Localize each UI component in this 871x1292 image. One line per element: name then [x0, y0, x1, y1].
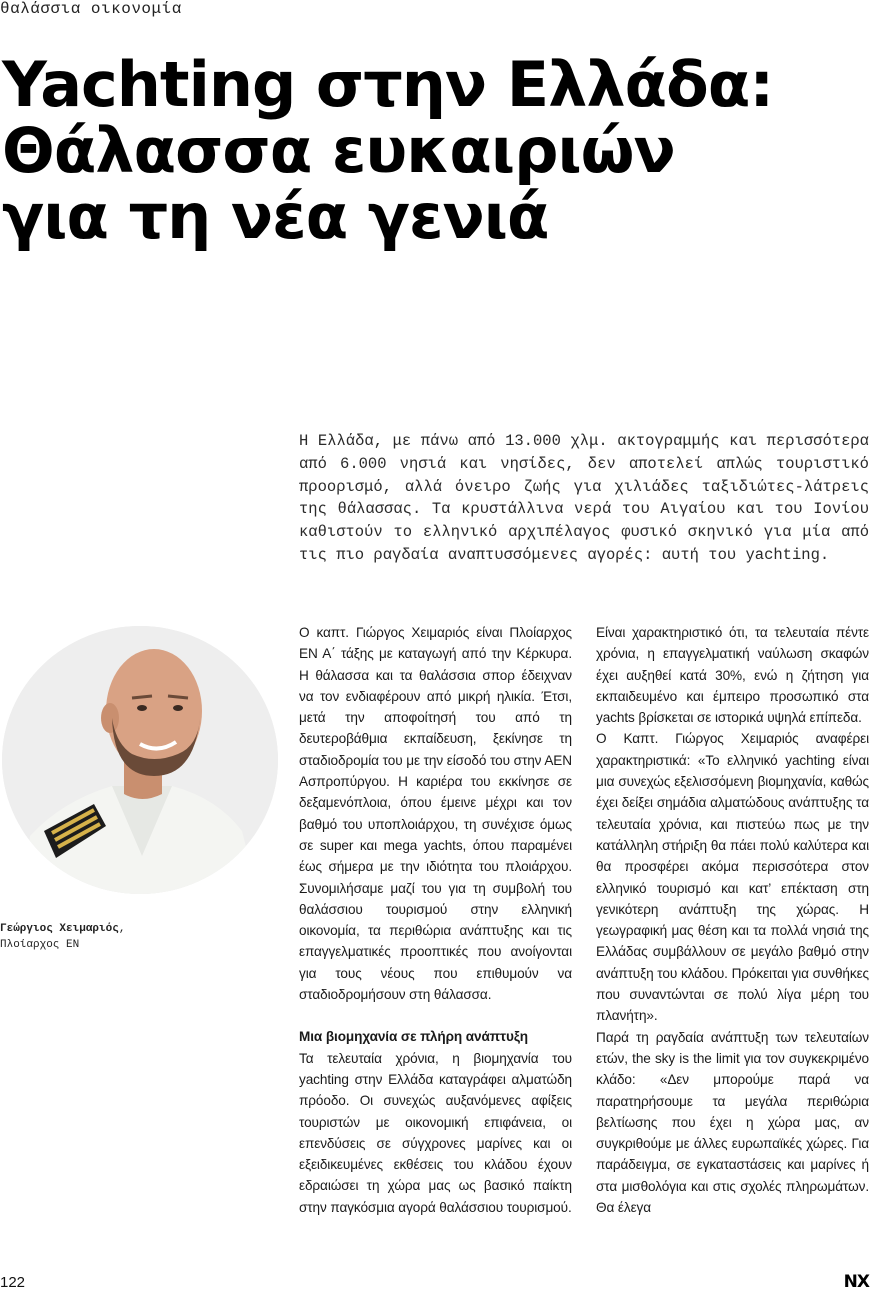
caption-role: Πλοίαρχος ΕΝ: [0, 939, 80, 951]
section-subheading: Μια βιομηχανία σε πλήρη ανάπτυξη: [299, 1029, 528, 1045]
title-line-3: για τη νέα γενιά: [2, 180, 549, 253]
title-line-2: Θάλασσα ευκαιριών: [2, 114, 675, 187]
title-line-1: Yachting στην Ελλάδα:: [2, 48, 774, 121]
body-paragraph: Παρά τη ραγδαία ανάπτυξη των τελευταίων ετών, the sky is the limit για τον συγκεκριμένο κλάδο: «Δεν μπορούμε παρά να παρατηρήσουμε τα μεγάλα περιθώρια βελτίωσης που έχει η χώρα μας, αν συγκριθούμε με άλλες ευρωπαϊκές χώρες. Για παράδειγμα, σε εγκαταστάσεις και μαρίνες ή στα μισθολόγια και στις σχολές πληρωμάτων. Θα έλεγα: [596, 1029, 869, 1216]
article-lede: Η Ελλάδα, με πάνω από 13.000 χλμ. ακτογραμμής και περισσότερα από 6.000 νησιά και νησίδες, δεν αποτελεί απλώς τουριστικό προορισμό, αλλά όνειρο ζωής για χιλιάδες ταξιδιώτες-λάτρεις της θάλασσας. Τα κρυστάλλινα νερά του Αιγαίου και του Ιονίου καθιστούν το ελληνικό αρχιπέλαγος φυσικό σκηνικό για μία από τις πιο ραγδαία αναπτυσσόμενες αγορές: αυτή του yachting.: [299, 432, 869, 564]
portrait-photo: [2, 626, 278, 894]
article-title: [2, 48, 862, 253]
body-paragraph: Ο καπτ. Γιώργος Χειμαριός είναι Πλοίαρχος ΕΝ Α΄ τάξης με καταγωγή από την Κέρκυρα. Η θάλασσα και τα θαλάσσια σπορ έδειχναν να τον ενδιαφέρουν από μικρή ηλικία. Έτσι, μετά την αποφοίτησή του από τη δευτεροβάθμια εκπαίδευση, ξεκίνησε τη σταδιοδρομία του με την είσοδό του στην ΑΕΝ Ασπροπύργου. Η καριέρα του εκκίνησε σε δεξαμενόπλοια, όπου έμεινε μέχρι και τον βαθμό του υποπλοιάρχου, τη συνέχισε όμως σε super και mega yachts, όπου παραμένει έως σήμερα με την ιδιότητα του πλοιάρχου. Συνομιλήσαμε μαζί του για τη συμβολή του θαλάσσιου τουρισμού στην ελληνική οικονομία, τα περιθώρια ανάπτυξης και τις επαγγελματικές προοπτικές που ανοίγονται για τους νέους που επιθυμούν να σταδιοδρομήσουν στη θάλασσα.: [299, 625, 572, 1003]
body-paragraph: Ο Καπτ. Γιώργος Χειμαριός αναφέρει χαρακτηριστικά: «Το ελληνικό yachting είναι μια συνεχώς εξελισσόμενη βιομηχανία, καθώς έχει δείξει σημάδια αλματώδους ανάπτυξης τα τελευταία χρόνια, και πιστεύω πως με την κατάλληλη στήριξη θα πάει πολύ καλύτερα και θα προσφέρει ακόμα περισσότερα στον ελληνικό τουρισμό και κατ’ επέκταση στη γενικότερη ανάπτυξη της χώρας. Η γεωγραφική μας θέση και τα πολλά νησιά της Ελλάδας συμβάλλουν σε μεγάλο βαθμό στην ανάπτυξη του κλάδου. Πρόκειται για συνθήκες που συναντώνται σε πολύ λίγα μέρη του πλανήτη».: [596, 731, 869, 1024]
photo-caption: [0, 921, 270, 953]
article-column-right: [596, 622, 869, 1218]
caption-name: Γεώργιος Χειμαριός: [0, 923, 119, 935]
brand-logo: NX: [843, 1272, 869, 1292]
section-label: θαλάσσια οικονομία: [0, 0, 182, 18]
body-paragraph: Είναι χαρακτηριστικό ότι, τα τελευταία πέντε χρόνια, η επαγγελματική ναύλωση σκαφών έχει αυξηθεί κατά 30%, ενώ η ζήτηση για εκπαιδευμένο και έμπειρο προσωπικό στα yachts βρίσκεται σε ιστορικά υψηλά επίπεδα.: [596, 625, 869, 726]
article-column-left: [299, 622, 572, 1218]
portrait-illustration: [2, 626, 278, 894]
body-paragraph: Τα τελευταία χρόνια, η βιομηχανία του yachting στην Ελλάδα καταγράφει αλματώδη πρόοδο. Οι συνεχώς αυξανόμενες αφίξεις τουριστών με οικονομική επιφάνεια, οι επενδύσεις σε σύγχρονες μαρίνες και οι εξειδικευμένες εκθέσεις του κλάδου έχουν εδραιώσει τη χώρα μας ως βασικό παίκτη στην παγκόσμια αγορά θαλάσσιου τουρισμού.: [299, 1050, 572, 1215]
page-number: 122: [0, 1274, 26, 1291]
caption-separator: ,: [118, 923, 126, 935]
